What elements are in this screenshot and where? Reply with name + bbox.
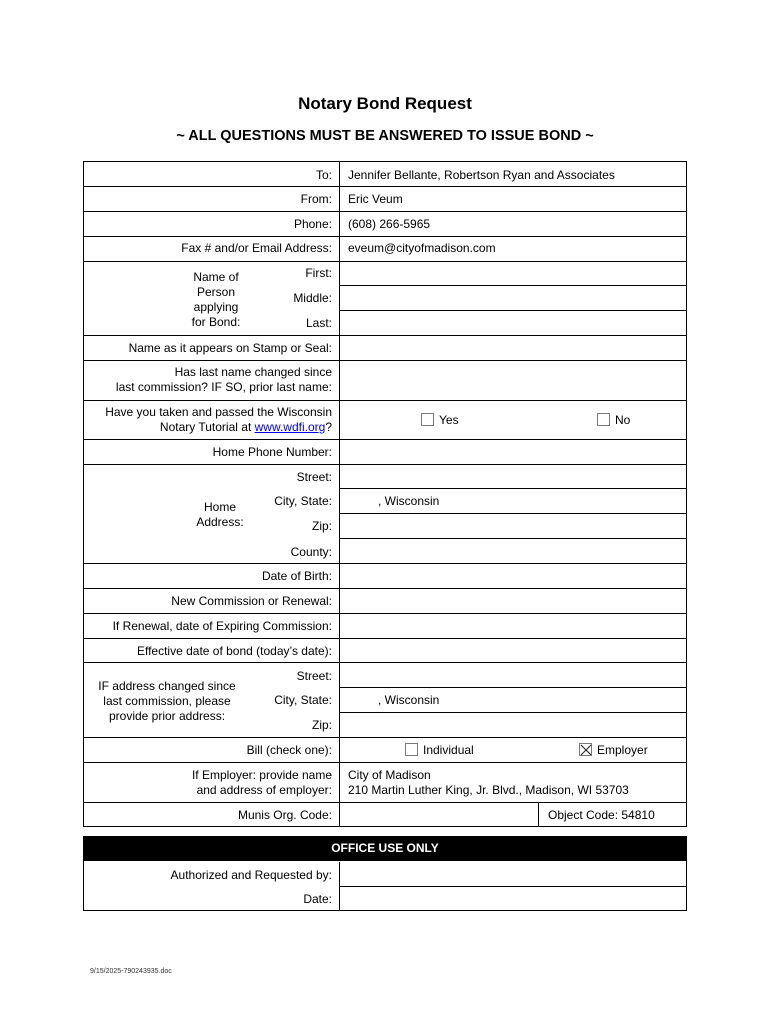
fax-email-label: Fax # and/or Email Address: — [181, 241, 332, 255]
phone-label: Phone: — [293, 217, 332, 231]
bill-individual-checkbox[interactable] — [405, 743, 418, 756]
munis-field[interactable] — [348, 808, 532, 823]
tutorial-no-label: No — [615, 413, 631, 427]
prior-city-state-label: City, State: — [274, 693, 332, 707]
prior-street-label: Street: — [296, 669, 332, 683]
last-name-field[interactable] — [348, 316, 678, 331]
office-date-field[interactable] — [348, 892, 678, 907]
prior-street-field[interactable] — [348, 669, 678, 684]
wdfi-link[interactable]: www.wdfi.org — [254, 420, 326, 434]
from-field[interactable]: Eric Veum — [348, 192, 403, 206]
bill-employer-label: Employer — [597, 743, 648, 757]
home-phone-field[interactable] — [348, 445, 678, 460]
last-name-changed-label: Has last name changed since last commission? IF SO, prior last name: — [115, 365, 332, 394]
tutorial-label: Have you taken and passed the Wisconsin Notary Tutorial at www.wdfi.org? — [105, 405, 332, 434]
office-use-banner: OFFICE USE ONLY — [83, 836, 687, 861]
home-phone-label: Home Phone Number: — [212, 445, 332, 459]
page-subtitle: ~ ALL QUESTIONS MUST BE ANSWERED TO ISSUE BOND ~ — [176, 128, 594, 144]
prior-zip-label: Zip: — [311, 718, 332, 732]
home-county-field[interactable] — [348, 545, 678, 560]
tutorial-yes-label: Yes — [439, 413, 459, 427]
fax-email-field[interactable]: eveum@cityofmadison.com — [348, 241, 496, 255]
from-label: From: — [300, 192, 332, 206]
bill-individual-label: Individual — [423, 743, 474, 757]
last-name-label: Last: — [305, 316, 332, 330]
munis-label: Munis Org. Code: — [237, 808, 332, 822]
authorized-field[interactable] — [348, 868, 678, 883]
bill-label: Bill (check one): — [246, 743, 332, 757]
notary-bond-form — [83, 161, 687, 827]
renewal-expiring-label: If Renewal, date of Expiring Commission: — [112, 619, 332, 633]
to-field[interactable]: Jennifer Bellante, Robertson Ryan and Associates — [348, 168, 615, 182]
document-id: 9/15/2025-790243935.doc — [90, 968, 172, 975]
renewal-expiring-field[interactable] — [348, 619, 678, 634]
prior-city-state-field[interactable]: , Wisconsin — [378, 693, 440, 707]
effective-date-field[interactable] — [348, 644, 678, 659]
home-zip-label: Zip: — [311, 519, 332, 533]
checked-x-icon — [580, 744, 593, 757]
employer-label: If Employer: provide name and address of employer: — [191, 768, 332, 797]
home-zip-field[interactable] — [348, 519, 678, 534]
prior-address-label: IF address changed since last commission, please provide prior address: — [98, 679, 236, 723]
tutorial-no-checkbox[interactable] — [597, 413, 610, 426]
bill-employer-checkbox[interactable] — [579, 743, 592, 756]
employer-field[interactable]: City of Madison 210 Martin Luther King, Jr. Blvd., Madison, WI 53703 — [348, 768, 629, 797]
effective-date-label: Effective date of bond (today’s date): — [136, 644, 332, 658]
to-label: To: — [315, 168, 332, 182]
dob-label: Date of Birth: — [261, 569, 332, 583]
middle-name-field[interactable] — [348, 291, 678, 306]
home-city-state-field[interactable]: , Wisconsin — [378, 494, 440, 508]
page-title: Notary Bond Request — [298, 94, 472, 113]
new-or-renewal-field[interactable] — [348, 594, 678, 609]
stamp-name-label: Name as it appears on Stamp or Seal: — [128, 341, 332, 355]
dob-field[interactable] — [348, 569, 678, 584]
name-group-label: Name of Person applying for Bond: — [191, 270, 241, 329]
authorized-label: Authorized and Requested by: — [170, 868, 332, 882]
phone-field[interactable]: (608) 266-5965 — [348, 217, 431, 231]
new-or-renewal-label: New Commission or Renewal: — [171, 594, 332, 608]
object-code: Object Code: 54810 — [548, 808, 655, 822]
home-city-state-label: City, State: — [274, 494, 332, 508]
home-street-field[interactable] — [348, 470, 678, 485]
first-name-field[interactable] — [348, 266, 678, 281]
prior-last-name-field[interactable] — [348, 373, 678, 388]
stamp-name-field[interactable] — [348, 341, 678, 356]
prior-zip-field[interactable] — [348, 718, 678, 733]
first-name-label: First: — [305, 266, 332, 280]
home-street-label: Street: — [296, 470, 332, 484]
middle-name-label: Middle: — [293, 291, 332, 305]
office-date-label: Date: — [303, 892, 332, 906]
home-county-label: County: — [290, 545, 332, 559]
tutorial-yes-checkbox[interactable] — [421, 413, 434, 426]
home-address-label: Home Address: — [196, 500, 244, 529]
